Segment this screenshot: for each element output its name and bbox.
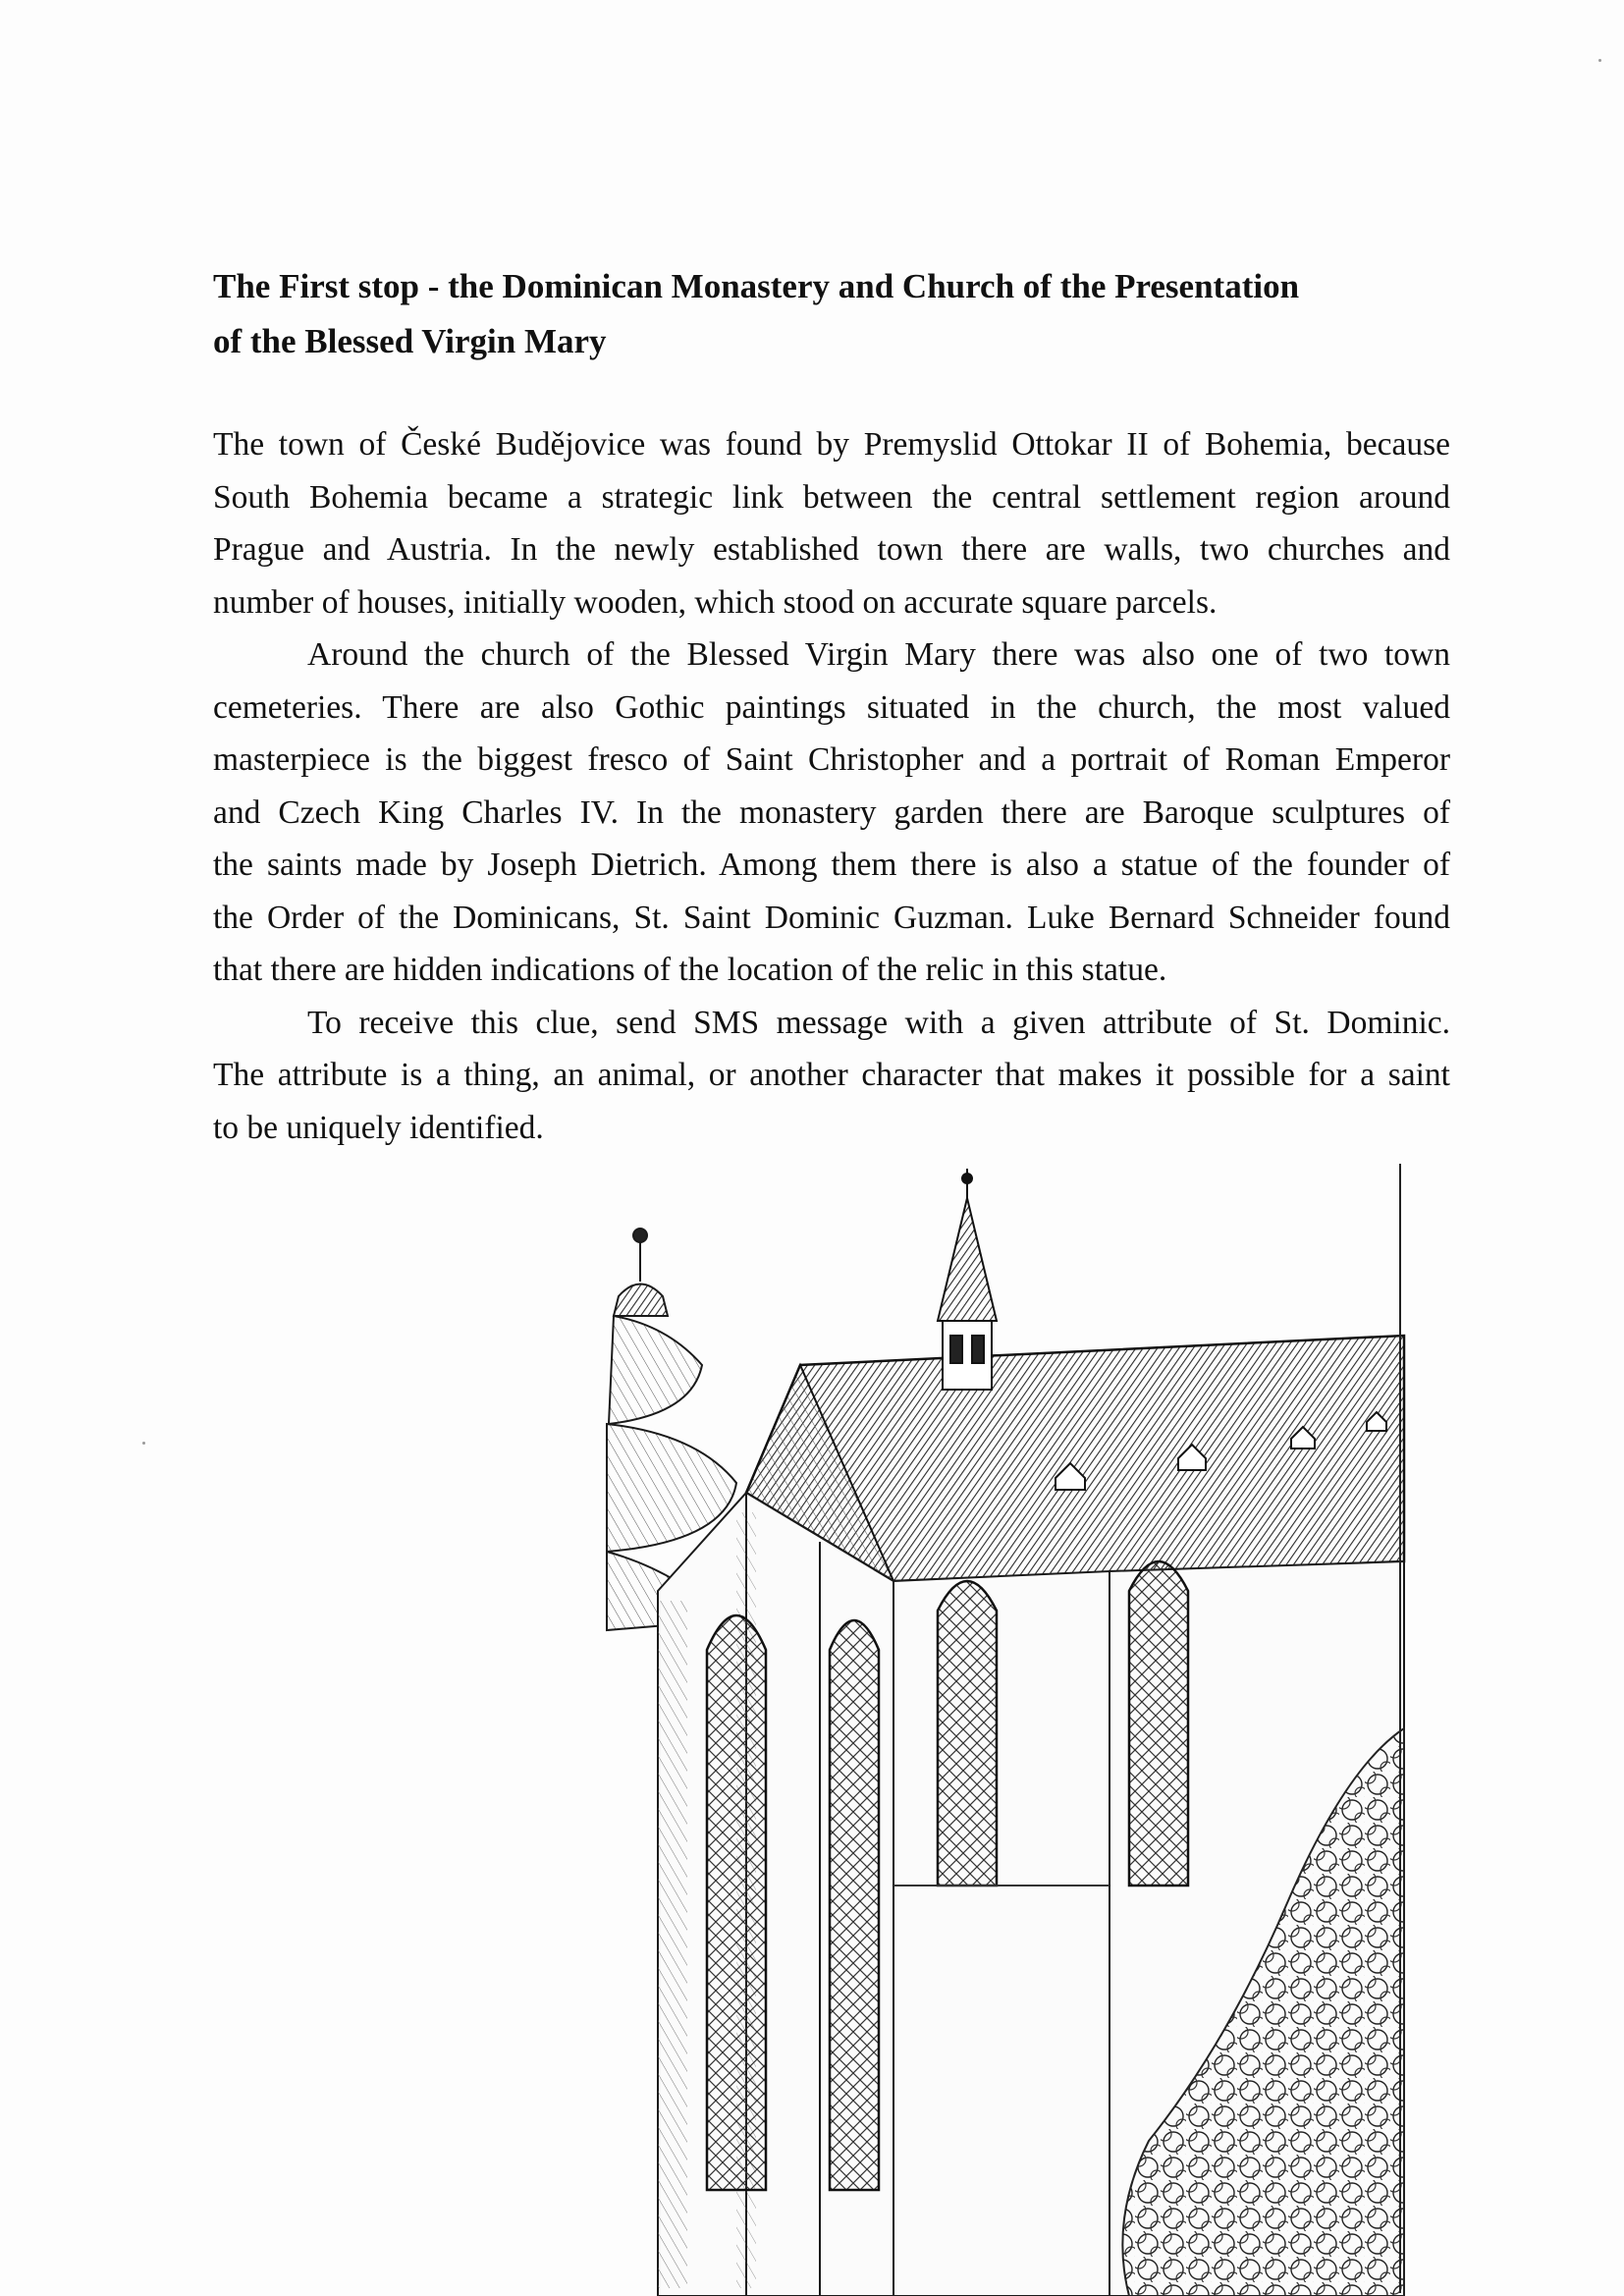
text-line: cemeteries. There are also Gothic paintings situated in the church, the most valued xyxy=(213,688,1450,726)
text-line: that there are hidden indications of the location of the relic in this statue. xyxy=(213,952,1167,988)
text-line: Around the church of the Blessed Virgin Mary there was also one of two town xyxy=(307,636,1450,673)
paragraph-1 xyxy=(213,418,1450,629)
body-text xyxy=(213,418,1450,1154)
paragraph-2 xyxy=(213,629,1450,997)
page-title xyxy=(213,259,1450,369)
text-line: The town of České Budějovice was found by Premyslid Ottokar II of Bohemia, because xyxy=(213,426,1450,463)
page-margin-line xyxy=(1399,1164,1401,2293)
text-line: The attribute is a thing, an animal, or another character that makes it possible for a saint xyxy=(213,1057,1450,1093)
text-line: and Czech King Charles IV. In the monastery garden there are Baroque sculptures of xyxy=(213,793,1450,831)
text-line: To receive this clue, send SMS message with a given attribute of St. Dominic. xyxy=(307,1004,1450,1041)
paragraph-3 xyxy=(213,997,1450,1155)
text-line: the saints made by Joseph Dietrich. Among them there is also a statue of the founder of xyxy=(213,847,1450,883)
church-sketch-illustration xyxy=(599,1159,1414,2296)
scan-speck xyxy=(1598,59,1601,62)
text-line: Prague and Austria. In the newly established town there are walls, two churches and xyxy=(213,531,1450,568)
ridge-turret xyxy=(938,1169,997,1390)
text-line: the Order of the Dominicans, St. Saint Dominic Guzman. Luke Bernard Schneider found xyxy=(213,899,1450,936)
scan-speck xyxy=(142,1442,145,1445)
text-line: number of houses, initially wooden, which stood on accurate square parcels. xyxy=(213,583,1218,621)
text-line: masterpiece is the biggest fresco of Saint Christopher and a portrait of Roman Emperor xyxy=(213,741,1450,778)
title-line-2: of the Blessed Virgin Mary xyxy=(213,322,607,360)
text-line: to be uniquely identified. xyxy=(213,1109,544,1146)
title-line-1: The First stop - the Dominican Monastery and Church of the Presentation xyxy=(213,267,1300,305)
text-line: South Bohemia became a strategic link between the central settlement region around xyxy=(213,478,1450,516)
